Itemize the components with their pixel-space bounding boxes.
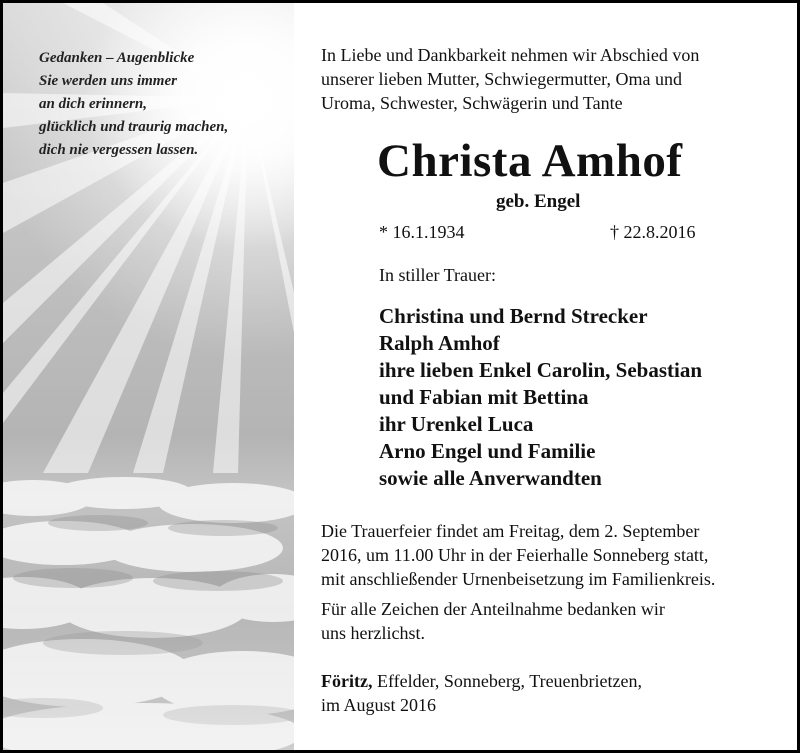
mourner-line: und Fabian mit Bettina [379, 385, 589, 409]
poem-line: dich nie vergessen lassen. [39, 142, 199, 158]
intro-line: unserer lieben Mutter, Schwiegermutter, Oma und [321, 69, 682, 89]
funeral-line: mit anschließender Urnenbeisetzung im Familienkreis. [321, 569, 716, 589]
town-bold: Föritz, [321, 671, 373, 691]
birth-date: * 16.1.1934 [379, 222, 465, 242]
mourner-line: Ralph Amhof [379, 331, 500, 355]
poem-line: Gedanken – Augenblicke [39, 50, 195, 66]
funeral-info [321, 519, 715, 591]
maiden-name: geb. Engel [496, 191, 581, 212]
thanks-text [321, 597, 665, 645]
poem-line: glücklich und traurig machen, [39, 119, 229, 135]
mourners-list [379, 303, 702, 492]
mourner-line: Arno Engel und Familie [379, 439, 596, 463]
mourner-line: sowie alle Anverwandten [379, 466, 602, 490]
thanks-line: uns herzlichst. [321, 623, 425, 643]
funeral-line: Die Trauerfeier findet am Freitag, dem 2. September [321, 521, 700, 541]
intro-text [321, 43, 699, 115]
mourner-line: ihre lieben Enkel Carolin, Sebastian [379, 358, 703, 382]
poem [39, 47, 228, 162]
sky-clouds-image [3, 3, 294, 750]
poem-line: an dich erinnern, [39, 96, 147, 112]
mourner-line: ihr Urenkel Luca [379, 412, 534, 436]
towns-rest: Effelder, Sonneberg, Treuenbrietzen, [372, 671, 643, 691]
poem-line: Sie werden uns immer [39, 73, 177, 89]
mourners-heading: In stiller Trauer: [379, 265, 496, 285]
thanks-line: Für alle Zeichen der Anteilnahme bedanken wir [321, 599, 665, 619]
funeral-line: 2016, um 11.00 Uhr in der Feierhalle Sonneberg statt, [321, 545, 709, 565]
intro-line: Uroma, Schwester, Schwägerin und Tante [321, 93, 623, 113]
towns-line [321, 669, 642, 693]
intro-line: In Liebe und Dankbarkeit nehmen wir Abschied von [321, 45, 700, 65]
death-date: † 22.8.2016 [610, 222, 696, 242]
mourner-line: Christina und Bernd Strecker [379, 304, 648, 328]
date-line: im August 2016 [321, 695, 437, 715]
deceased-name: Christa Amhof [377, 135, 683, 187]
place-and-date [321, 669, 642, 717]
